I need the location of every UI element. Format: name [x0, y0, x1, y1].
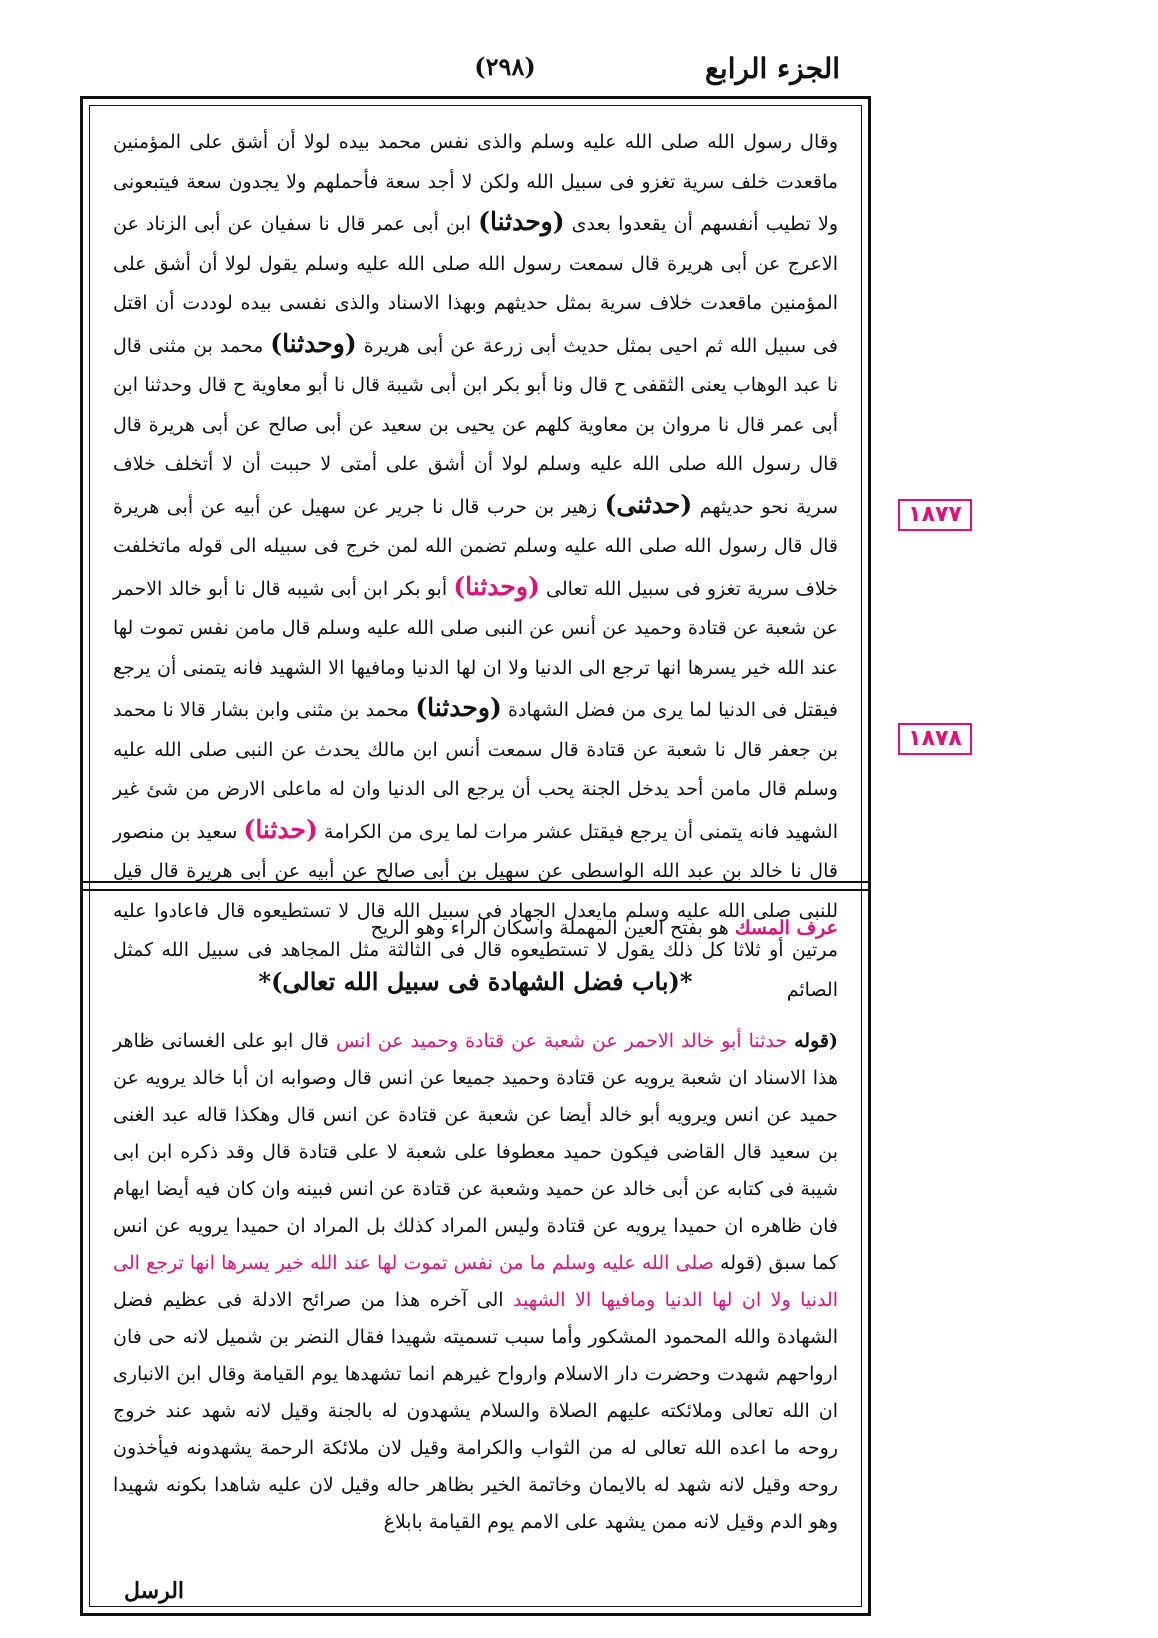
- hadith-text-p4: زهير بن حرب قال نا جرير عن سهيل عن أبيه عن أبى هريرة قال قال رسول الله صلى الله عليه وسلم تضمن الله لمن خرج فى سبيله الى قوله ماتخلفت خلاف سرية تغزو فى سبيل الله تعالى: [113, 495, 839, 600]
- page-number: (٢٩٨): [474, 52, 536, 81]
- commentary-c3: الى آخره هذا من صرائح الادلة فى عظيم فضل الشهادة والله المحمود المشكور وأما سبب تسميته شهيدا فقال النضر بن شميل لانه حى فان ارواحهم شهدت وحضرت دار الاسلام وارواح غيرهم انما تشهدها يوم القيامة وقال ابن الانبارى ان الله تعالى وملائكته عليهم الصلاة والسلام يشهدون له بالجنة وقيل لانه شهد عند خروج روحه ما اعده الله تعالى له من الثواب والكرامة وقيل لان ملائكة الرحمة يشهدونه فيأخذون روحه وقيل لانه شهد له بالايمان وخاتمة الخير بظاهر حاله وقيل لان عليه شاهدا بكونه شهيدا وهو الدم وقيل لانه ممن يشهد على الامم يوم القيامة بابلاغ: [113, 1289, 838, 1533]
- chapter-heading: *(باب فضل الشهادة فى سبيل الله تعالى)*: [258, 967, 693, 996]
- keyword-wahaddathana: (وحدثنا): [270, 328, 357, 358]
- catchword: الرسل: [124, 1578, 185, 1604]
- keyword-haddathani: (حدثنى): [604, 489, 693, 519]
- hadith-text-p3: محمد بن مثنى قال نا عبد الوهاب يعنى الثقفى ح قال ونا أبو بكر ابن أبى شيبة قال نا أبو معاوية ح قال وحدثنا ابن أبى عمر قال نا مروان بن معاوية كلهم عن يحيى بن سعيد عن أبى صالح عن أبى هريرة قال قال رسول الله صلى الله عليه وسلم لولا أن أشق على أمتى لا حببت أن لا أتخلف خلاف سرية نحو حديثهم: [113, 334, 839, 518]
- commentary-quote: صلى الله عليه وسلم ما من نفس تموت لها عند الله خير يسرها انها ترجع الى الدنيا ولا ان لها الدنيا ومافيها الا الشهيد: [113, 1252, 838, 1311]
- hadith-text-p2: ابن أبى عمر قال نا سفيان عن أبى الزناد عن الاعرج عن أبى هريرة قال سمعت رسول الله صلى الله عليه وسلم يقول لولا أن أشق على المؤمنين ماقعدت خلاف سرية بمثل حديثهم وبهذا الاسناد والذى نفسى بيده لوددت أن اقتل فى سبيل الله ثم احيى بمثل حديث أبى زرعة عن أبى هريرة: [113, 213, 838, 357]
- page-frame: [80, 96, 871, 1616]
- section-divider: [83, 881, 868, 891]
- commentary-c2: قال ابو على الغسانى ظاهر هذا الاسناد ان شعبة يرويه عن قتادة وحميد جميعا عن انس قال وصوابه ان أبا خالد يرويه عن حميد عن انس ويرويه أبو خالد أيضا عن شعبة عن قتادة عن انس قال وهكذا قاله عبد الغنى بن سعيد قال القاضى فيكون حميد معطوفا على شعبة لا على قتادة قال وقد ذكره ابن ابى شيبة فى كتابه عن أبى خالد عن حميد وشعبة عن قتادة عن انس فبينه وان كان فيه أيضا ايهام فان ظاهره ان حميدا يرويه عن قتادة وليس المراد كذلك بل المراد ان حميدا يرويه عن انس كما سبق (قوله: [113, 1030, 838, 1274]
- hadith-number-1878: ١٨٧٨: [898, 723, 972, 755]
- keyword-wahaddathana: (وحدثنا): [415, 693, 502, 722]
- hadith-text-p7: سعيد بن منصور قال نا خالد بن عبد الله الواسطى عن سهيل بن أبى صالح عن أبيه عن أبى هريرة قال قيل للنبى صلى الله عليه وسلم مايعدل الجهاد فى سبيل الله قال لا تستطيعوه قال فاعادوا عليه مرتين أو ثلاثا كل ذلك يقول لا تستطيعوه قال فى الثالثة مثل المجاهد فى سبيل الله كمثل الصائم: [113, 820, 838, 1001]
- hadith-number-1877: ١٨٧٧: [898, 499, 972, 531]
- hadith-text-p1: وقال رسول الله صلى الله عليه وسلم والذى نفس محمد بيده لولا أن أشق على المؤمنين ماقعدت خلف سرية تغزو فى سبيل الله ولكن لا أجد سعة فأحملهم ولا يجدون سعة فيتبعونى ولا تطيب أنفسهم أن يقعدوا بعدى: [113, 131, 839, 235]
- keyword-wahaddathana: (وحدثنا): [478, 207, 565, 236]
- commentary-quote: حدثنا أبو خالد الاحمر عن شعبة عن قتادة وحميد عن انس: [335, 1030, 788, 1052]
- keyword-wahaddathana: (وحدثنا): [453, 571, 540, 601]
- commentary-qawluhu: (قوله: [794, 1030, 838, 1052]
- hadith-text-p6: محمد بن مثنى وابن بشار قالا نا محمد بن جعفر قال نا شعبة عن قتادة قال سمعت أنس ابن مالك يحدث عن النبى صلى الله عليه وسلم قال مامن أحد يدخل الجنة يحب أن يرجع الى الدنيا وان له ماعلى الارض من شئ غير الشهيد فانه يتمنى أن يرجع فيقتل عشر مرات لما يرى من الكرامة: [113, 699, 838, 843]
- gloss-line: [113, 911, 838, 945]
- gloss-text: هو بفتح العين المهملة واسكان الراء وهو الريح: [370, 917, 729, 939]
- gloss-term: عرف المسك: [734, 917, 838, 939]
- hadith-text-p5: أبو بكر ابن أبى شيبه قال نا أبو خالد الاحمر عن شعبة عن قتادة وحميد عن أنس عن النبى صلى الله عليه وسلم قال مامن نفس تموت لها عند الله خير يسرها انها ترجع الى الدنيا ولا ان لها الدنيا ومافيها الا الشهيد فانه يتمنى أن يرجع فيقتل فى الدنيا لما يرى من فضل الشهادة: [113, 577, 838, 721]
- keyword-haddathana: (حدثنا): [243, 814, 318, 844]
- part-title: الجزء الرابع: [705, 52, 840, 85]
- commentary-text: [113, 1023, 838, 1603]
